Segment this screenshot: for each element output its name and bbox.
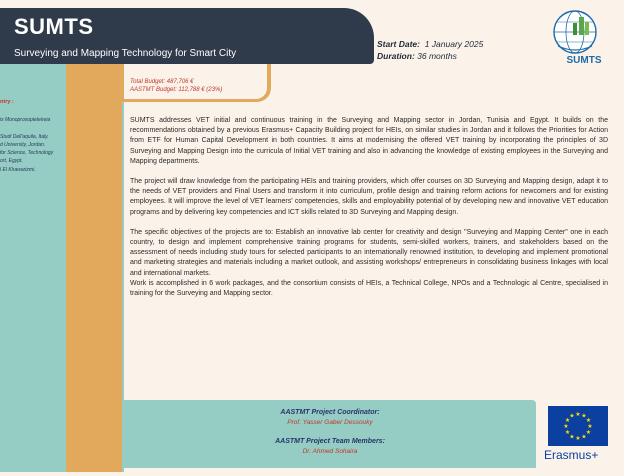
eu-star-icon: ★ [585, 417, 592, 424]
aastmt-budget: AASTMT Budget: 112,788 € (23%) [130, 87, 223, 93]
logo-text: SUMTS [566, 55, 602, 66]
project-team-box [124, 400, 536, 468]
eu-star-icon: ★ [585, 429, 592, 436]
team-member-name: Dr. Ahmed Sohaira [302, 448, 358, 455]
eu-star-icon: ★ [564, 417, 571, 424]
orange-strip [66, 60, 122, 472]
sumts-logo [540, 8, 610, 66]
eu-flag-icon [548, 406, 608, 446]
partner-item: is Monoprosopieteireia [0, 117, 51, 123]
header-bar [0, 8, 374, 64]
partner-item: ort, Egypt. [0, 158, 23, 165]
eu-star-icon: ★ [564, 429, 571, 436]
partner-item: d University, Jordan. [0, 141, 46, 148]
eu-star-icon: ★ [581, 433, 587, 441]
erasmus-logo-text: Erasmus+ [544, 448, 599, 462]
coordinator-label: AASTMT Project Coordinator: [280, 409, 380, 416]
page-subtitle: Surveying and Mapping Technology for Smart City [14, 48, 237, 59]
eu-star-icon: ★ [581, 412, 587, 420]
duration-label: Duration: [377, 51, 415, 61]
project-dates [377, 38, 483, 62]
description-paragraph: The project will draw knowledge from the participating HEIs and training providers, which offer courses on 3D Surveying and Mapping design, adapt it to the needs of VET providers and Final Users and transform it into curriculum, profile design and training reform actions for newcomers and for existing employees. It will improve the level of VET learners' competencies, skills and employability potential of by developing new and innovative VET education programs and by delivering key competencies and ICT skills related to 3D Surveying and Mapping design. [130, 178, 608, 216]
partner-item: for Science, Technology [0, 150, 54, 157]
budget-box [124, 60, 268, 100]
project-description [130, 116, 608, 309]
eu-star-icon: ★ [563, 423, 569, 430]
partner-item: l El Khawarizmi. [0, 166, 36, 173]
team-members-label: AASTMT Project Team Members: [275, 438, 385, 445]
page-title: SUMTS [14, 14, 94, 39]
partners-list [0, 116, 74, 174]
coordinator-name: Prof. Yasser Gaber Dessouky [287, 419, 373, 426]
description-paragraph: SUMTS addresses VET initial and continuous training in the Surveying and Mapping sector in Jordan, Tunisia and Egypt. It builds on the recommendations obtained by a previous Erasmus+ Capacity Building project for HEIs, on similar studies in Jordan and it follows the Priorities for Action from ETF for Human Capital Development in both countries. It aims at modernising the offered VET training by incorporating the principles of 3D Surveying and Mapping Design into the curricula of Initial VET training and also in advancing the knowledge of existing employees in the Surveying and Mapping departments. [130, 117, 608, 165]
eu-star-icon: ★ [587, 423, 593, 430]
duration-value: 36 months [417, 51, 457, 61]
eu-star-icon: ★ [575, 411, 581, 418]
partner-item: Studi Dell'aquila, Italy. [0, 133, 49, 140]
description-paragraph: The specific objectives of the projects are to: Establish an innovative lab center for creativity and design "Surveying and Mapping Center" one in each country, to design and implement comprehensive training programs for students, semi-skilled workers, trainers, and stakeholders based on the assessment of needs including study tours for selected participants to an internationally renowned institution, to developing and implement promotional and marketing strategies and materials including a market outlook, and assisting workshops/ entrepreneurs in consolidating business linkages with local and international markets. [130, 228, 608, 277]
description-paragraph: Work is accomplished in 6 work packages, and the consortium consists of HEIs, a Technical College, NPOs and a Technologic al Centre, specialised in training for the Surveying and Mapping sector. [130, 279, 608, 298]
eu-star-icon: ★ [569, 433, 575, 441]
total-budget: Total Budget: 487,706 € [130, 79, 194, 85]
country-heading: ntry : [0, 99, 14, 105]
start-date-label: Start Date: [377, 39, 420, 49]
eu-star-icon: ★ [575, 435, 581, 442]
start-date-value: 1 January 2025 [424, 39, 484, 49]
partner-item [0, 124, 74, 132]
eu-star-icon: ★ [569, 412, 575, 420]
globe-icon [540, 8, 610, 66]
